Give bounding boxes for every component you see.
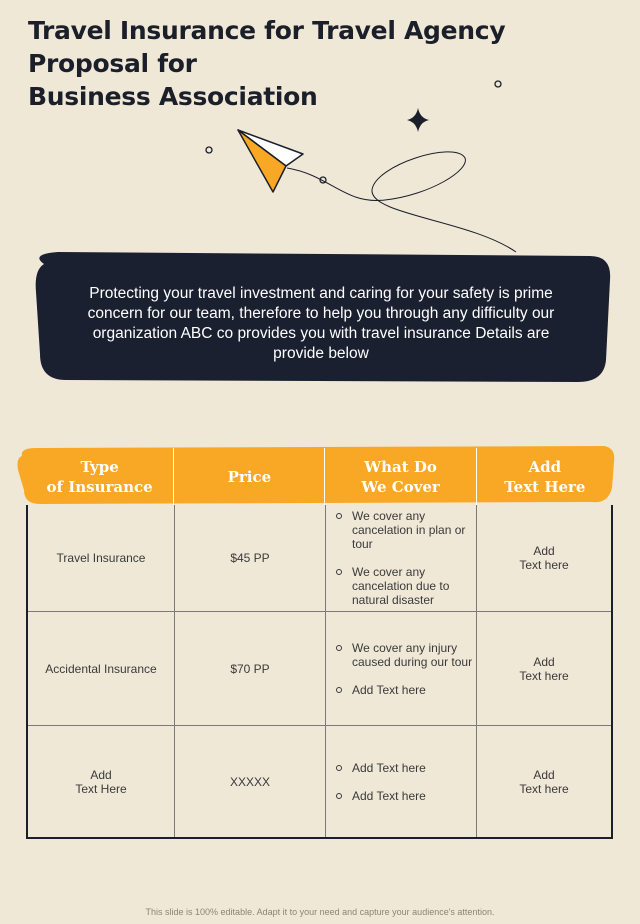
cell-extra: Add Text here — [519, 544, 569, 572]
list-item: Add Text here — [334, 683, 476, 697]
header-cover: What Do We Cover — [325, 448, 476, 505]
small-circle-icon — [495, 81, 501, 87]
list-item: We cover any injury caused during our tour — [334, 641, 476, 669]
header-type: Type of Insurance — [26, 448, 174, 505]
table-body — [26, 505, 613, 839]
insurance-table — [26, 448, 613, 840]
cover-list — [334, 747, 426, 817]
cell-price: XXXXX — [175, 726, 326, 837]
decorative-illustration — [0, 0, 640, 260]
cover-list — [334, 495, 476, 621]
page-title-line-2: Business Association — [28, 82, 318, 111]
cell-type: Travel Insurance — [28, 505, 175, 611]
cell-type: Add Text Here — [28, 726, 175, 837]
cell-price: $45 PP — [175, 505, 326, 611]
paper-plane-icon — [238, 130, 303, 192]
cell-type: Accidental Insurance — [28, 612, 175, 725]
table-header-row — [26, 448, 613, 505]
cell-extra: Add Text here — [519, 654, 569, 683]
intro-banner — [30, 252, 612, 384]
flight-trail — [287, 152, 516, 252]
cover-list — [334, 627, 476, 711]
list-item: Add Text here — [334, 761, 426, 775]
cell-price: $70 PP — [175, 612, 326, 725]
sparkle-star-icon — [407, 108, 429, 132]
cell-cover — [326, 612, 477, 725]
header-extra: Add Text Here — [504, 457, 586, 496]
list-item: We cover any cancelation in plan or tour — [334, 509, 476, 551]
small-circle-icon — [206, 147, 212, 153]
intro-text: Protecting your travel investment and caring for your safety is prime concern for our team, therefore to help you through any difficulty our organization ABC co provides you with travel insurance Details are provide below — [87, 285, 555, 362]
page-title-line-1: Travel Insurance for Travel Agency Proposal for — [28, 16, 506, 78]
cell-cover — [326, 505, 477, 611]
list-item: Add Text here — [334, 789, 426, 803]
footer-note: This slide is 100% editable. Adapt it to your need and capture your audience's attention. — [145, 907, 495, 917]
list-item: We cover any cancelation due to natural disaster — [334, 565, 476, 607]
table-row — [28, 726, 611, 837]
cell-cover — [326, 726, 477, 837]
cell-extra: Add Text here — [519, 767, 569, 796]
table-row — [28, 505, 611, 612]
header-price: Price — [174, 448, 325, 505]
table-row — [28, 612, 611, 726]
